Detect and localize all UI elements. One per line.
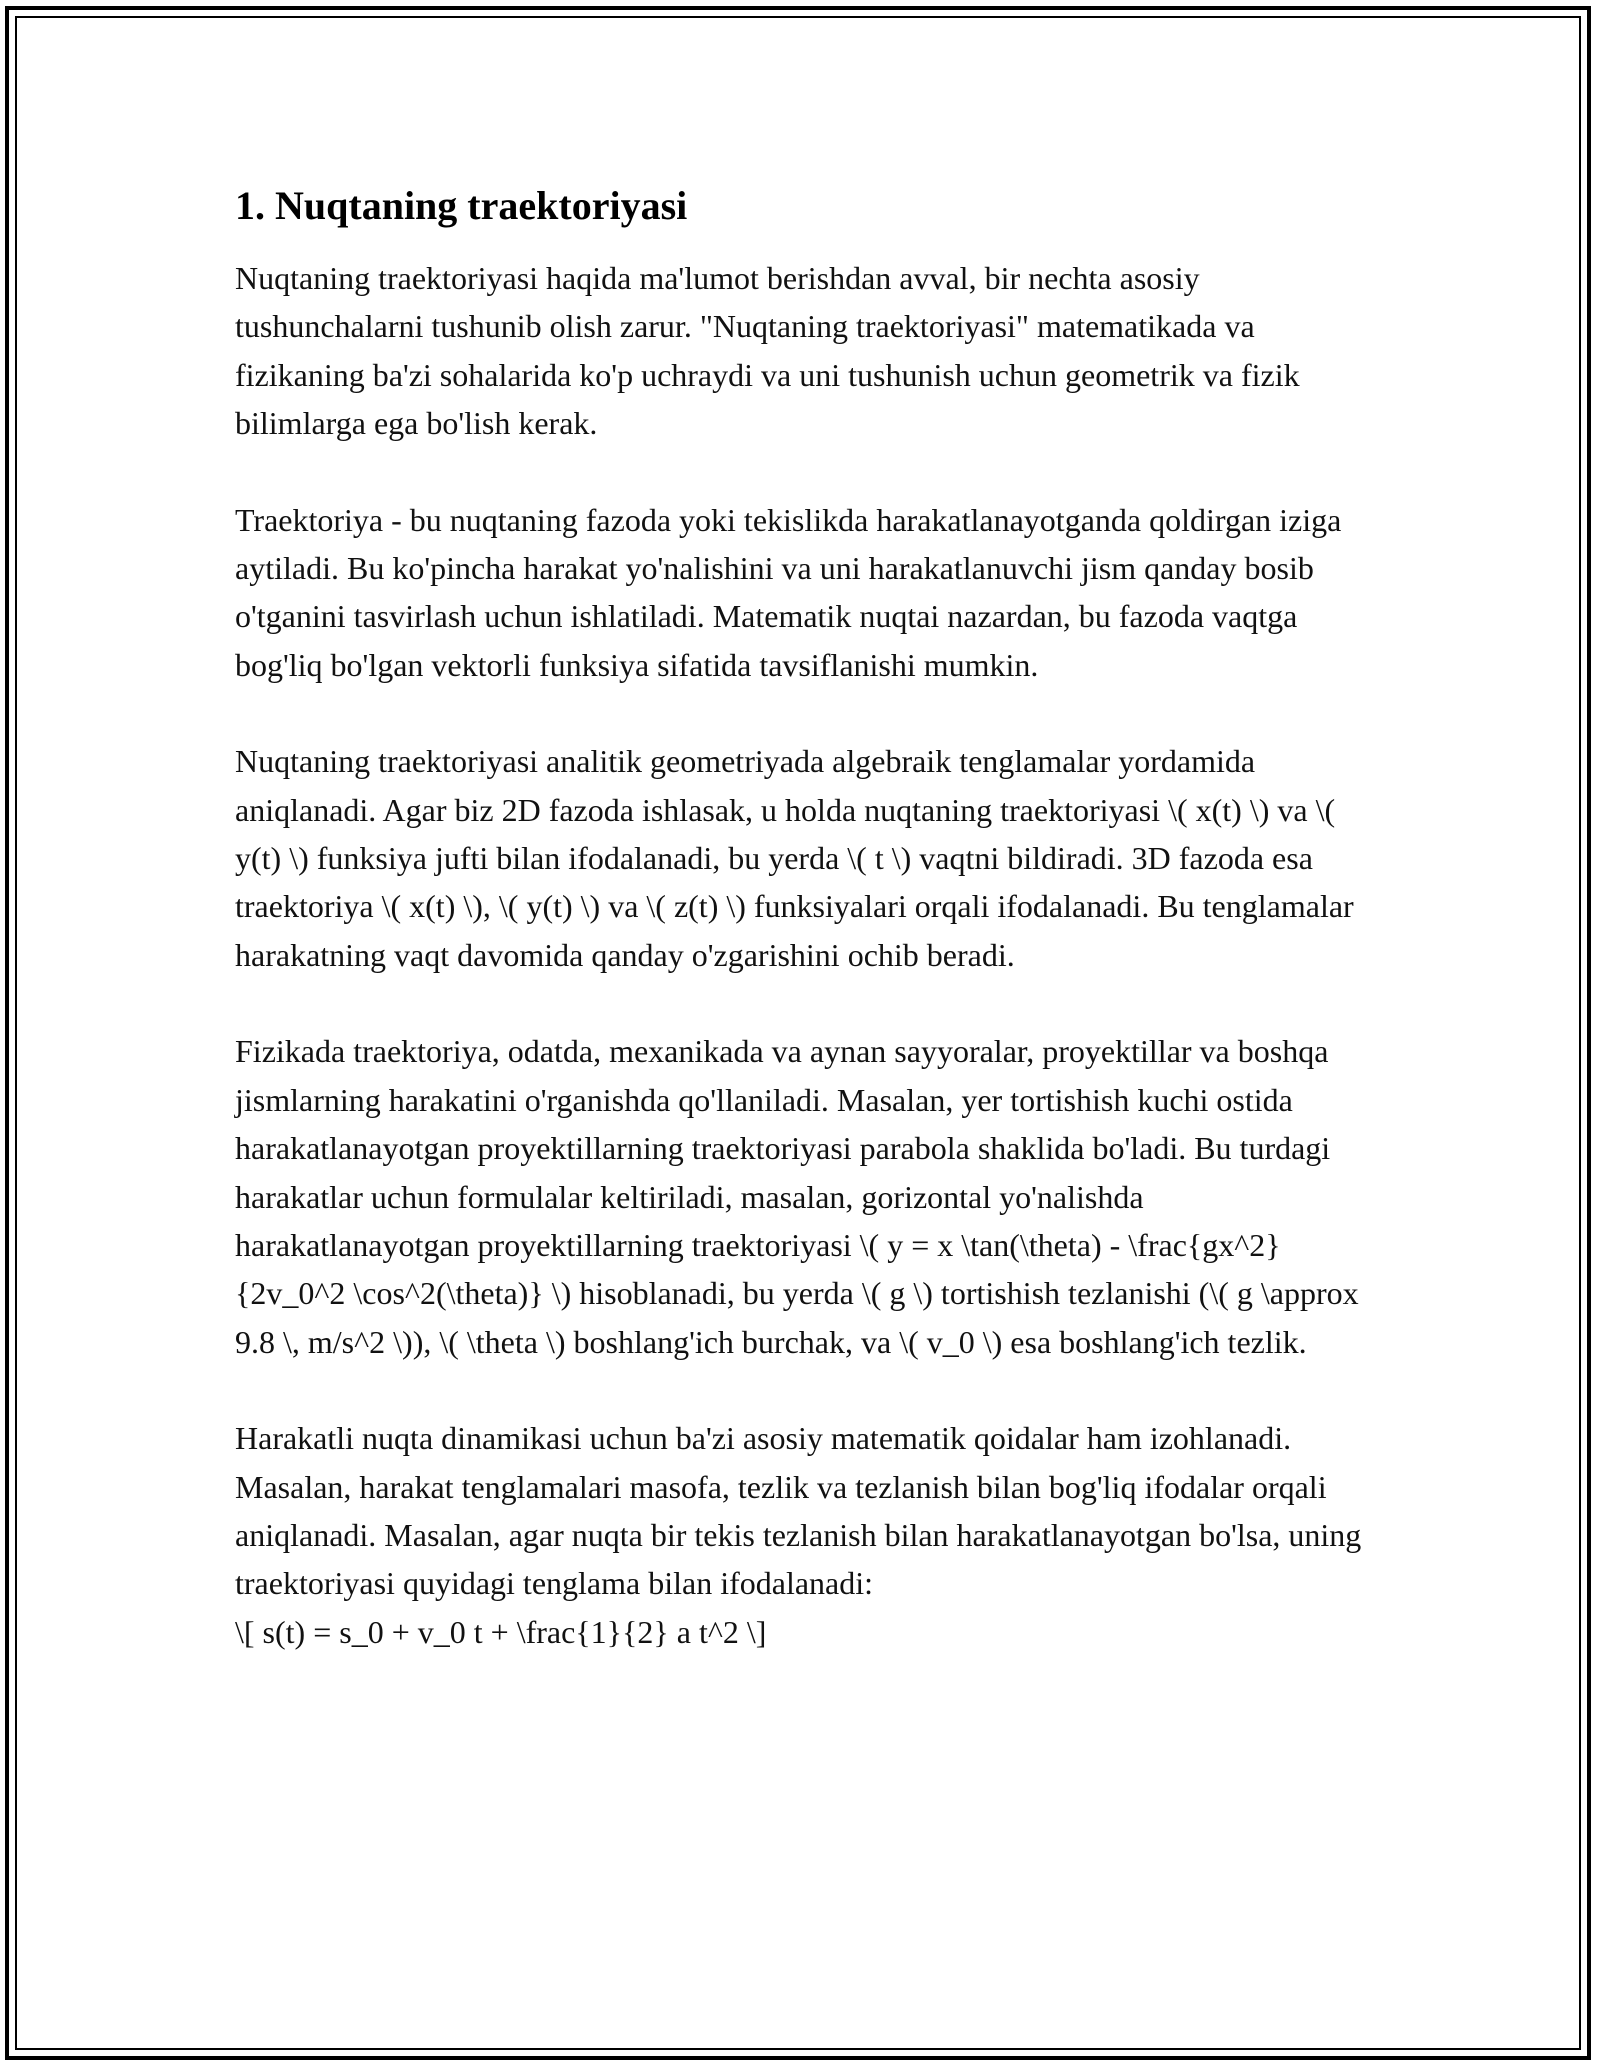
document-body <box>235 178 1375 1656</box>
paragraph-intro: Nuqtaning traektoriyasi haqida ma'lumot berishdan avval, bir nechta asosiy tushunchalarni tushunib olish zarur. "Nuqtaning traektoriyasi" matematikada va fizikaning ba'zi sohalarida ko'p uchraydi va uni tushunish uchun geometrik va fizik bilimlarga ega bo'lish kerak. <box>235 260 1300 442</box>
paragraph-dynamics <box>235 1414 1375 1656</box>
paragraph-dynamics-text: Harakatli nuqta dinamikasi uchun ba'zi asosiy matematik qoidalar ham izohlanadi. Masalan, harakat tenglamalari masofa, tezlik va tezlanish bilan bog'liq ifodalar orqali aniqlanadi. Masalan, agar nuqta bir tekis tezlanish bilan harakatlanayotgan bo'lsa, uning traektoriyasi quyidagi tenglama bilan ifodalanadi: <box>235 1420 1362 1602</box>
paragraph-definition: Traektoriya - bu nuqtaning fazoda yoki tekislikda harakatlanayotganda qoldirgan iziga aytiladi. Bu ko'pincha harakat yo'nalishini va uni harakatlanuvchi jism qanday bosib o'tganini tasvirlash uchun ishlatiladi. Matematik nuqtai nazardan, bu fazoda vaqtga bog'liq bo'lgan vektorli funksiya sifatida tavsiflanishi mumkin. <box>235 501 1342 683</box>
motion-formula: \[ s(t) = s_0 + v_0 t + \frac{1}{2} a t^2 \] <box>235 1613 767 1650</box>
paragraph-physics: Fizikada traektoriya, odatda, mexanikada va aynan sayyoralar, proyektillar va boshqa jismlarning harakatini o'rganishda qo'llaniladi. Masalan, yer tortishish kuchi ostida harakatlanayotgan proyektillarning traektoriyasi parabola shaklida bo'ladi. Bu turdagi harakatlar uchun formulalar keltiriladi, masalan, gorizontal yo'nalishda harakatlanayotgan proyektillarning traektoriyasi \( y = x \tan(\theta) - \frac{gx^2}{2v_0^2 \cos^2(\theta)} \) hisoblanadi, bu yerda \( g \) tortishish tezlanishi (\( g \approx 9.8 \, m/s^2 \)), \( \theta \) boshlang'ich burchak, va \( v_0 \) esa boshlang'ich tezlik. <box>235 1033 1359 1360</box>
paragraph-analytic-geometry: Nuqtaning traektoriyasi analitik geometriyada algebraik tenglamalar yordamida aniqlanadi. Agar biz 2D fazoda ishlasak, u holda nuqtaning traektoriyasi \( x(t) \) va \( y(t) \) funksiya jufti bilan ifodalanadi, bu yerda \( t \) vaqtni bildiradi. 3D fazoda esa traektoriya \( x(t) \), \( y(t) \) va \( z(t) \) funksiyalari orqali ifodalanadi. Bu tenglamalar harakatning vaqt davomida qanday o'zgarishini ochib beradi. <box>235 743 1354 973</box>
section-heading: 1. Nuqtaning traektoriyasi <box>235 183 688 228</box>
